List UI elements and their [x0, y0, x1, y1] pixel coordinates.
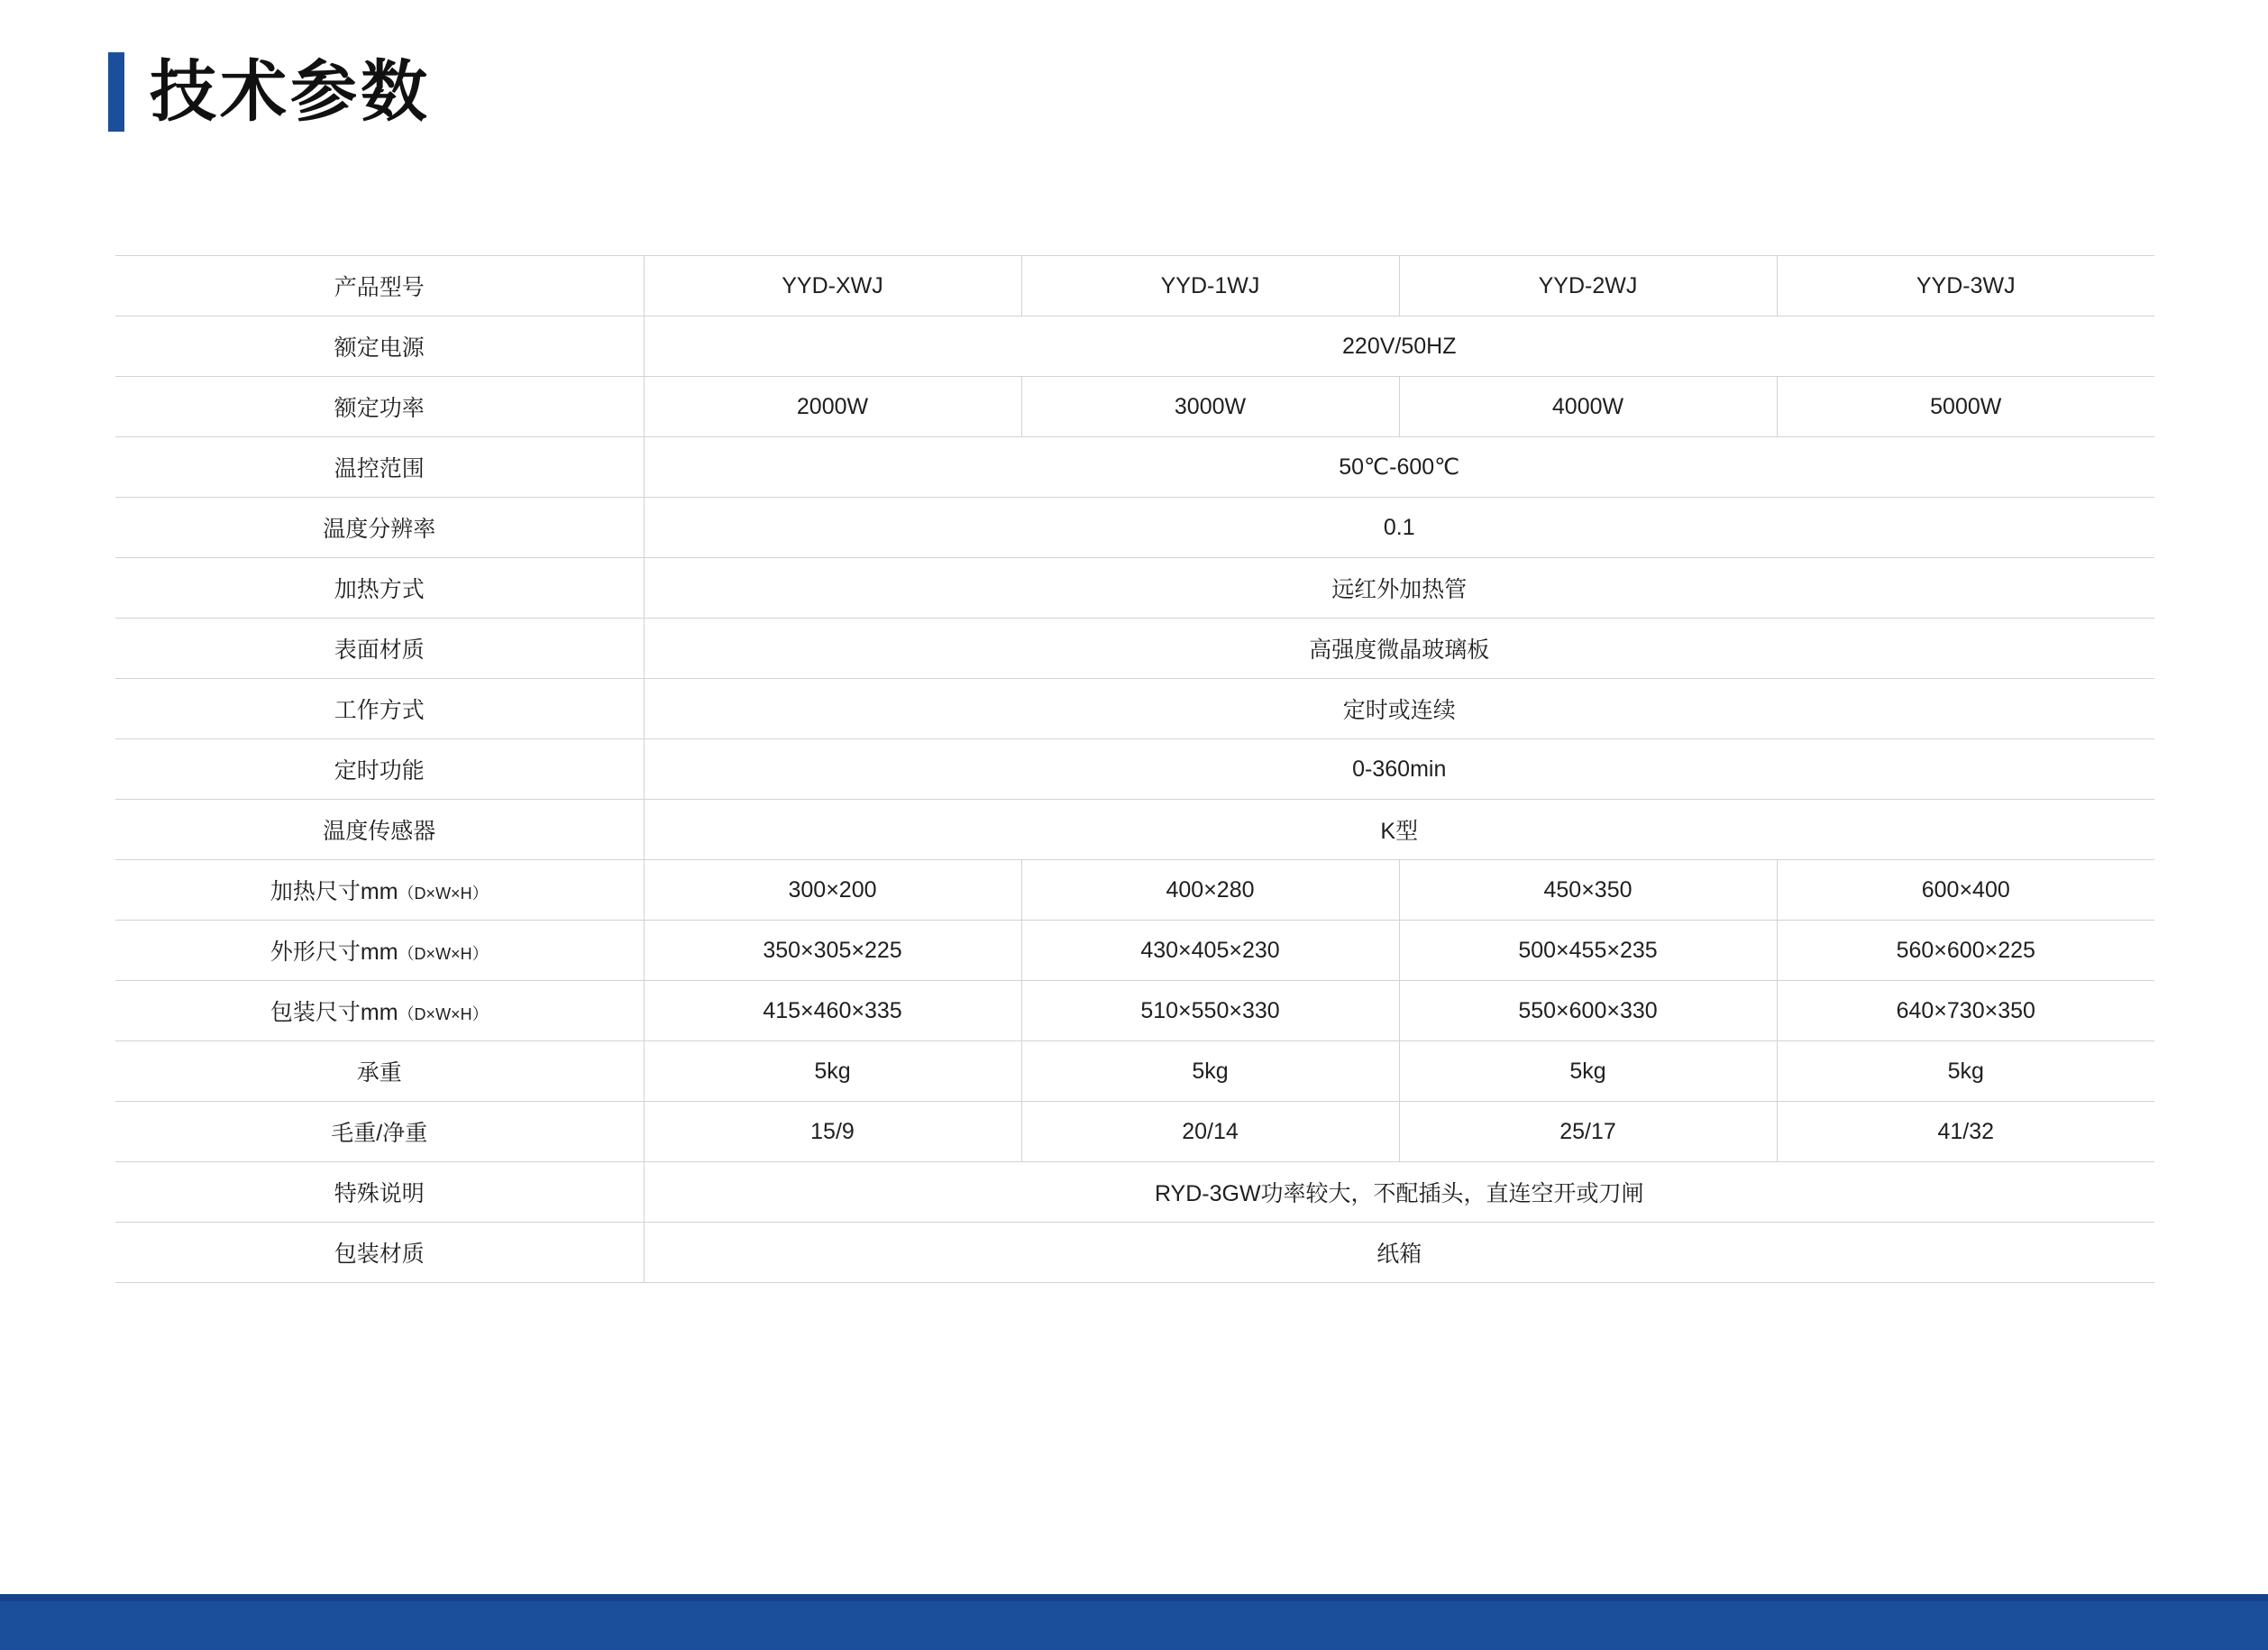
- row-value: 550×600×330: [1399, 981, 1777, 1041]
- row-value: K型: [1380, 819, 1419, 844]
- row-value: 430×405×230: [1021, 921, 1399, 981]
- row-label-text: 温控范围: [334, 456, 425, 481]
- row-value: 5000W: [1930, 393, 2002, 419]
- row-label-text: 温度分辨率: [323, 517, 436, 542]
- row-value: 5kg: [1021, 1041, 1399, 1102]
- row-value: 50℃-600℃: [1339, 454, 1460, 480]
- row-value: 纸箱: [1376, 1242, 1422, 1267]
- row-value: YYD-3WJ: [1916, 272, 2016, 298]
- row-label: [115, 619, 644, 679]
- row-value: 0.1: [1383, 514, 1415, 540]
- row-label-text: 加热方式: [334, 577, 425, 602]
- row-label-text: 包装材质: [334, 1242, 425, 1267]
- row-label-text: 工作方式: [334, 698, 425, 723]
- row-value: 500×455×235: [1399, 921, 1777, 981]
- row-value: 5kg: [644, 1041, 1021, 1102]
- specification-table: [115, 255, 2154, 1283]
- row-label-text: 特殊说明: [334, 1181, 425, 1206]
- table-row: [115, 981, 2154, 1041]
- table-row: [115, 1223, 2154, 1283]
- row-label: [115, 800, 644, 860]
- row-label-text: 包装尺寸mm: [270, 1000, 398, 1025]
- row-label-text: 额定功率: [334, 396, 425, 421]
- row-value: 220V/50HZ: [1342, 333, 1457, 359]
- table-row: [115, 739, 2154, 800]
- row-value: 41/32: [1937, 1118, 1995, 1144]
- row-value: YYD-1WJ: [1021, 256, 1399, 316]
- row-label-text: 承重: [356, 1060, 402, 1086]
- row-value: 600×400: [1921, 876, 2010, 903]
- table-row: [115, 437, 2154, 498]
- row-label: [115, 316, 644, 377]
- row-label-sub: （D×W×H）: [398, 945, 489, 963]
- row-value: RYD-3GW功率较大，不配插头，直连空开或刀闸: [1154, 1181, 1644, 1206]
- row-label-sub: （D×W×H）: [398, 885, 489, 903]
- table-row: [115, 679, 2154, 739]
- row-label-text: 外形尺寸mm: [270, 940, 398, 965]
- table-row: [115, 1041, 2154, 1102]
- row-label-text: 额定电源: [334, 335, 425, 361]
- row-label: [115, 558, 644, 619]
- row-label: [115, 1162, 644, 1223]
- page-title-text: 技术参数: [150, 54, 431, 129]
- row-label: [115, 498, 644, 558]
- row-label: [115, 860, 644, 921]
- row-value: 25/17: [1399, 1102, 1777, 1162]
- row-label-text: 毛重/净重: [331, 1121, 428, 1146]
- table-row: [115, 1162, 2154, 1223]
- row-value: 定时或连续: [1342, 698, 1456, 723]
- row-value: 450×350: [1399, 860, 1777, 921]
- row-value: YYD-XWJ: [644, 256, 1021, 316]
- table-row: [115, 377, 2154, 437]
- row-label: [115, 1041, 644, 1102]
- row-label: [115, 921, 644, 981]
- row-label: [115, 1223, 644, 1283]
- row-value: 350×305×225: [644, 921, 1021, 981]
- table-row: [115, 800, 2154, 860]
- row-value: 400×280: [1021, 860, 1399, 921]
- row-label: [115, 256, 644, 316]
- footer-band-accent-line: [0, 1594, 2268, 1601]
- table-row: [115, 558, 2154, 619]
- row-value: 远红外加热管: [1331, 577, 1468, 602]
- table-body: [115, 256, 2154, 1283]
- row-value: 0-360min: [1352, 756, 1447, 782]
- table-row: [115, 316, 2154, 377]
- row-label-sub: （D×W×H）: [398, 1005, 489, 1023]
- footer-band: [0, 1594, 2268, 1650]
- table-row: [115, 921, 2154, 981]
- row-value: 15/9: [644, 1102, 1021, 1162]
- row-value: 640×730×350: [1896, 997, 2035, 1023]
- row-value: 2000W: [644, 377, 1021, 437]
- row-label: [115, 437, 644, 498]
- table-row: [115, 256, 2154, 316]
- row-value: 20/14: [1021, 1102, 1399, 1162]
- row-label-text: 加热尺寸mm: [270, 879, 398, 904]
- row-value: 510×550×330: [1021, 981, 1399, 1041]
- table-row: [115, 498, 2154, 558]
- row-value: 高强度微晶玻璃板: [1309, 637, 1490, 663]
- row-label: [115, 739, 644, 800]
- row-value: 560×600×225: [1896, 937, 2035, 963]
- table-row: [115, 619, 2154, 679]
- table-row: [115, 1102, 2154, 1162]
- row-value: 300×200: [644, 860, 1021, 921]
- row-label-text: 表面材质: [334, 637, 425, 663]
- page-title: [108, 52, 431, 132]
- row-label: [115, 981, 644, 1041]
- row-value: 5kg: [1947, 1058, 1984, 1084]
- row-label: [115, 1102, 644, 1162]
- row-label: [115, 377, 644, 437]
- table-row: [115, 860, 2154, 921]
- row-value: 5kg: [1399, 1041, 1777, 1102]
- row-label-text: 温度传感器: [323, 819, 436, 844]
- row-value: YYD-2WJ: [1399, 256, 1777, 316]
- row-value: 3000W: [1021, 377, 1399, 437]
- row-label-text: 定时功能: [334, 758, 425, 784]
- row-value: 4000W: [1399, 377, 1777, 437]
- row-label: [115, 679, 644, 739]
- row-label-text: 产品型号: [334, 275, 425, 300]
- row-value: 415×460×335: [644, 981, 1021, 1041]
- title-accent-bar: [108, 52, 124, 132]
